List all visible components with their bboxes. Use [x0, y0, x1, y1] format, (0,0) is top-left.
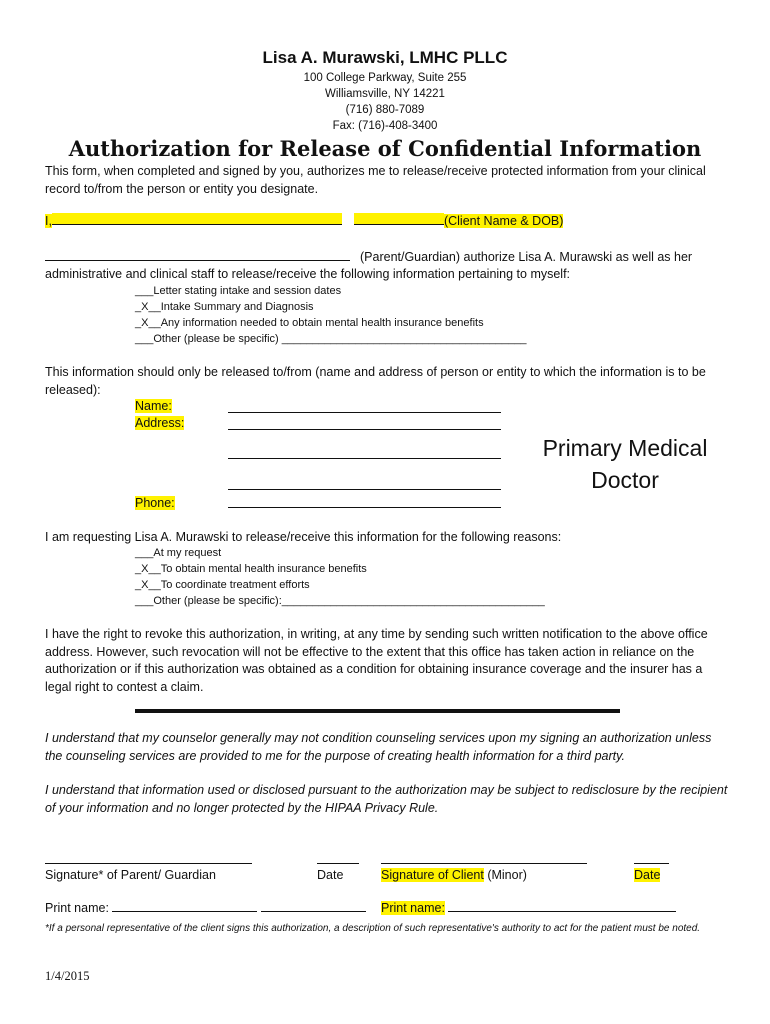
address-line-1: 100 College Parkway, Suite 255	[303, 72, 467, 84]
parent-signature-field[interactable]	[45, 863, 252, 864]
guardian-authorize-text: (Parent/Guardian) authorize Lisa A. Murawski as well as her	[360, 250, 693, 264]
recipient-name-field[interactable]	[228, 401, 501, 413]
client-name-field[interactable]	[52, 213, 342, 225]
intro-text: This form, when completed and signed by you, authorizes me to release/receive protected information from your clinical record to/from the person or entity you designate.	[45, 164, 706, 196]
recipient-address-field-2[interactable]	[228, 447, 501, 459]
print-name-2-label: Print name:	[381, 901, 445, 915]
reasons-text: I am requesting Lisa A. Murawski to release/receive this information for the following reasons:	[45, 530, 562, 544]
reason-option-4[interactable]: ___Other (please be specific):___________________________________________	[135, 595, 545, 607]
fax: Fax: (716)-408-3400	[332, 120, 438, 132]
parent-signature-label: Signature* of Parent/ Guardian	[45, 868, 216, 882]
address-label: Address:	[135, 416, 185, 430]
divider	[135, 709, 620, 713]
revoke-text: I have the right to revoke this authorization, in writing, at any time by sending such written notification to the above office address. However, such revocation will not be effective to the extent that this office has taken action in reliance on the authorization or if this authorization was obtained as a condition for obtaining insurance coverage and the insurer has a legal right to contest a claim.	[45, 627, 708, 694]
client-line	[45, 213, 563, 228]
print-name-1-field-b[interactable]	[261, 900, 366, 912]
name-label: Name:	[135, 399, 172, 413]
date1-label: Date	[317, 868, 344, 882]
footnote: *If a personal representative of the client signs this authorization, a description of such representative's authority to act for the patient must be noted.	[45, 923, 701, 934]
info-option-2[interactable]: _X__Intake Summary and Diagnosis	[135, 301, 314, 313]
recipient-address-field-3[interactable]	[228, 478, 501, 490]
print-name-2-field[interactable]	[448, 900, 676, 912]
client-signature-label-wrap	[381, 868, 527, 882]
print-name-1	[45, 900, 366, 915]
form-date: 1/4/2015	[45, 969, 90, 983]
reason-option-1[interactable]: ___At my request	[135, 547, 222, 559]
release-to-text: This information should only be released to/from (name and address of person or entity to which the information is to be released):	[45, 365, 706, 397]
client-signature-suffix: (Minor)	[483, 868, 527, 882]
recipient-phone-field[interactable]	[228, 496, 501, 508]
phone: (716) 880-7089	[345, 104, 425, 116]
recipient-address-field-1[interactable]	[228, 418, 501, 430]
guardian-name-field[interactable]	[45, 249, 350, 261]
notice-1: I understand that my counselor generally may not condition counseling services upon my signing an authorization unless the counseling services are provided to me for the purpose of creating health information for a third party.	[45, 731, 712, 763]
info-option-1[interactable]: ___Letter stating intake and session dates	[135, 285, 342, 297]
handwritten-recipient: Primary Medical Doctor	[542, 435, 708, 493]
phone-label: Phone:	[135, 496, 175, 510]
notice-2: I understand that information used or disclosed pursuant to the authorization may be subject to redisclosure by the recipient of your information and no longer protected by the HIPAA Privacy Rule.	[45, 783, 728, 815]
info-option-3[interactable]: _X__Any information needed to obtain mental health insurance benefits	[135, 317, 484, 329]
date2-field[interactable]	[634, 863, 669, 864]
reason-option-3[interactable]: _X__To coordinate treatment efforts	[135, 579, 310, 591]
client-signature-label: Signature of Client	[381, 868, 484, 882]
client-signature-field[interactable]	[381, 863, 587, 864]
address-line-2: Williamsville, NY 14221	[325, 88, 445, 100]
reason-option-2[interactable]: _X__To obtain mental health insurance benefits	[135, 563, 367, 575]
client-dob-field[interactable]	[354, 213, 444, 225]
org-name: Lisa A. Murawski, LMHC PLLC	[262, 48, 508, 67]
guardian-continuation: administrative and clinical staff to release/receive the following information pertaining to myself:	[45, 267, 571, 281]
date1-field[interactable]	[317, 863, 359, 864]
print-name-2	[381, 900, 676, 915]
form-title: Authorization for Release of Confidential Information	[68, 136, 702, 161]
client-prefix: I,	[45, 214, 52, 228]
print-name-1-field-a[interactable]	[112, 900, 257, 912]
client-name-dob-label: (Client Name & DOB)	[443, 214, 564, 228]
guardian-line	[45, 249, 692, 264]
date2-label: Date	[634, 868, 661, 882]
print-name-1-label: Print name:	[45, 901, 109, 915]
info-option-4[interactable]: ___Other (please be specific) ________________________________________	[135, 333, 527, 345]
